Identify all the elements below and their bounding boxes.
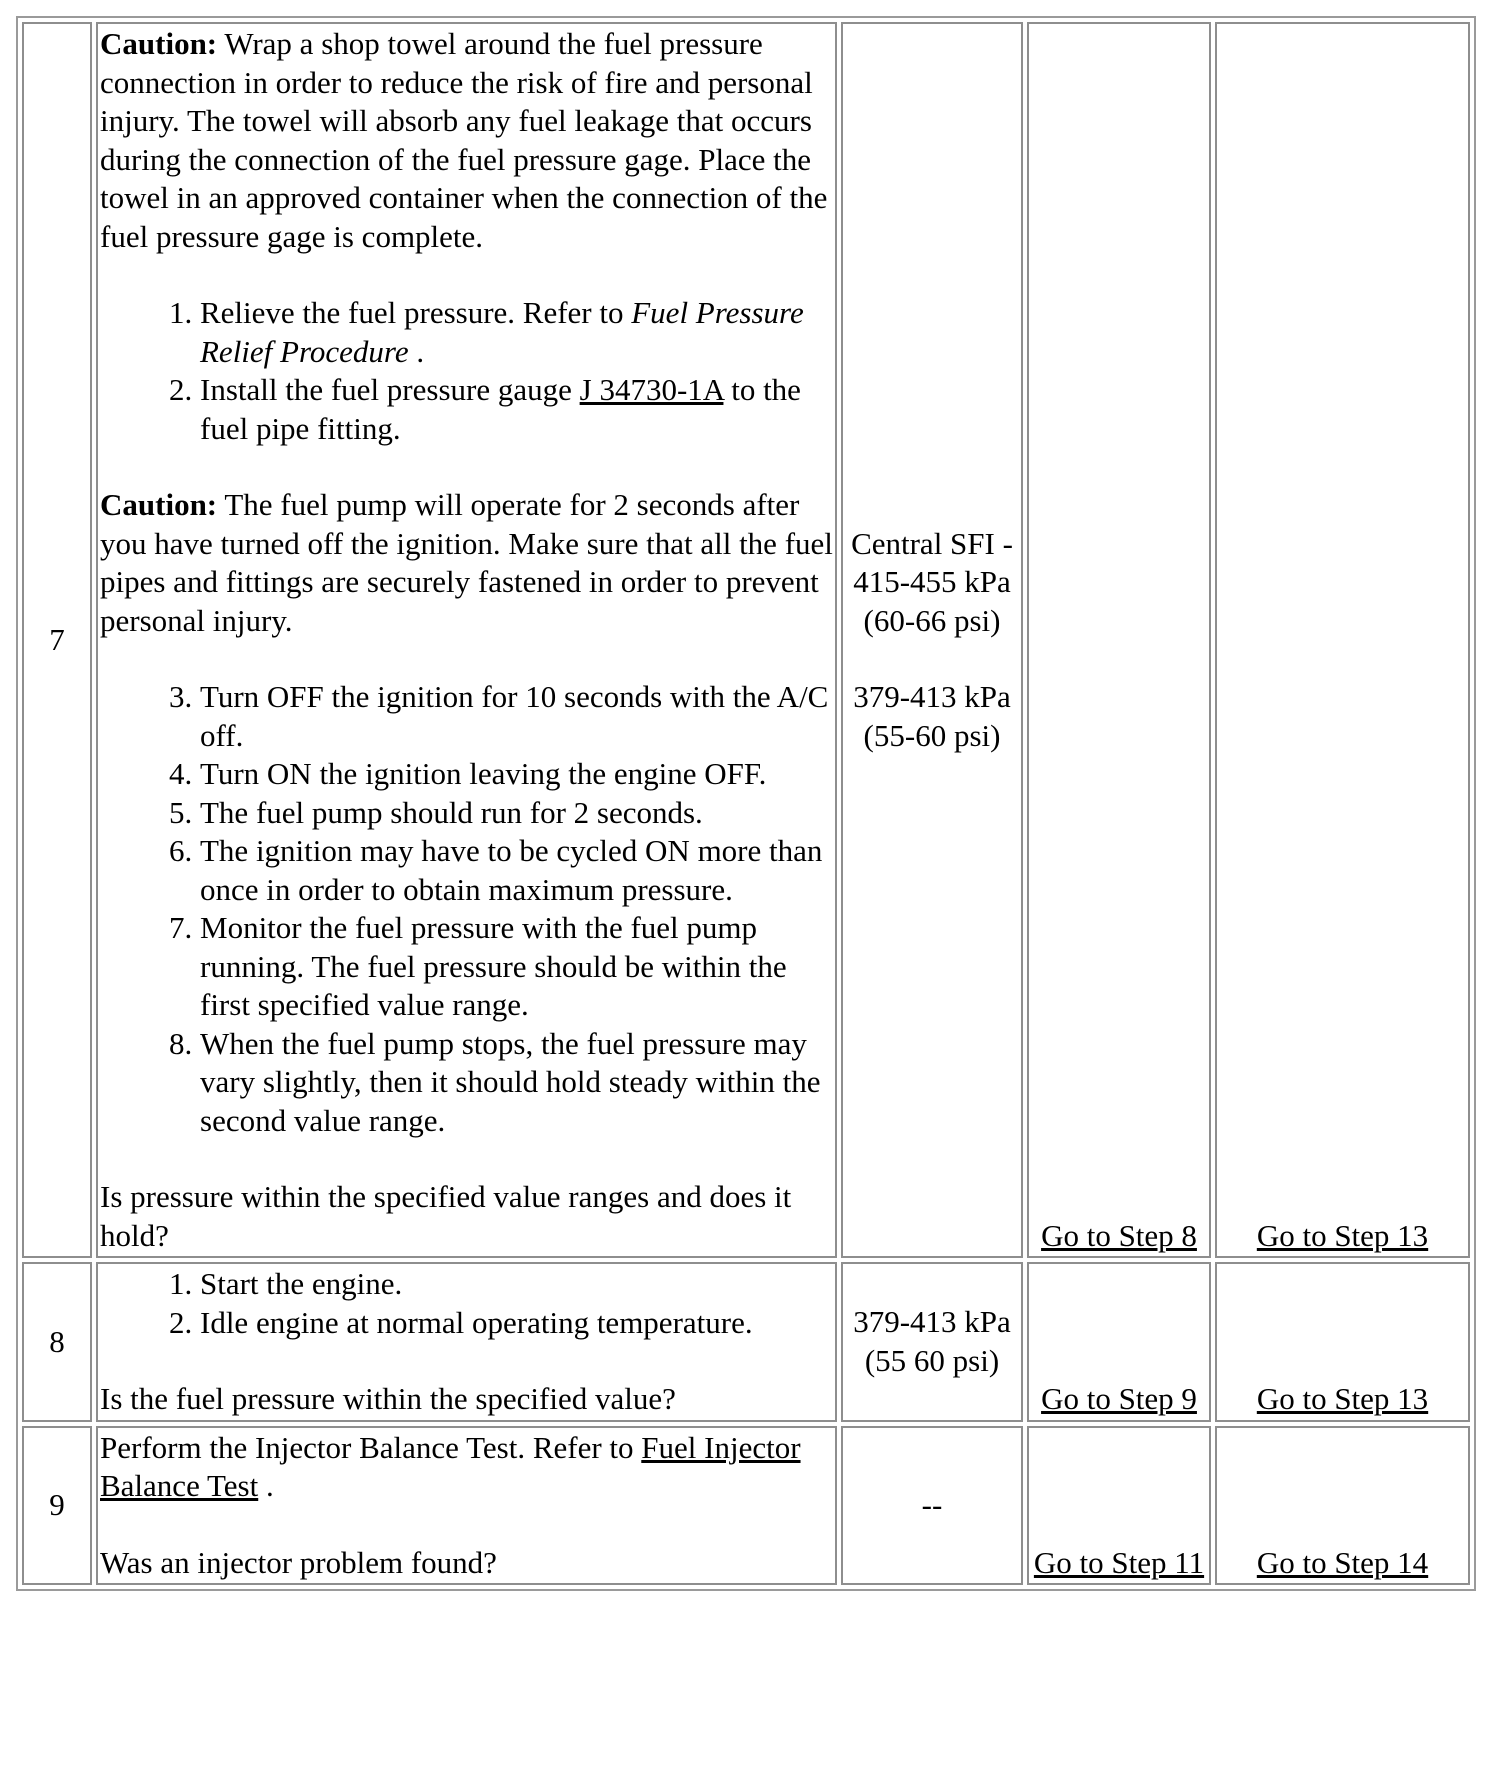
go-to-step-link[interactable]: Go to Step 14 (1256, 1544, 1429, 1580)
list-item: 5. The fuel pump should run for 2 seconds. (200, 794, 833, 833)
list-item: 4. Turn ON the ignition leaving the engine OFF. (200, 755, 833, 794)
go-to-step-link[interactable]: Go to Step 8 (1041, 1217, 1197, 1253)
value-text: Central SFI - 415-455 kPa (60-66 psi) (851, 525, 1013, 638)
action-cell (96, 22, 837, 1258)
list-item: 7. Monitor the fuel pressure with the fuel pump running. The fuel pressure should be within the first specified value range. (200, 909, 833, 1025)
diagnostic-steps-table (16, 16, 1476, 1591)
value-text: -- (921, 1487, 943, 1522)
no-cell (1215, 1426, 1470, 1586)
step-instruction: Perform the Injector Balance Test. Refer to Fuel Injector Balance Test . (100, 1429, 801, 1503)
list-item: 2. Idle engine at normal operating temperature. (200, 1304, 833, 1343)
list-item: 8. When the fuel pump stops, the fuel pressure may vary slightly, then it should hold steady within the second value range. (200, 1025, 833, 1141)
go-to-step-link[interactable]: Go to Step 13 (1256, 1381, 1429, 1416)
value-cell (841, 1426, 1023, 1586)
table-row (22, 1426, 1470, 1586)
value-cell (841, 22, 1023, 1258)
step-question: Is pressure within the specified value ranges and does it hold? (100, 1179, 792, 1253)
caution-note: Caution: The fuel pump will operate for 2 seconds after you have turned off the ignition. Make sure that all the fuel pipes and fittings are securely fastened in order to prevent personal injury. (100, 487, 833, 638)
action-cell (96, 1262, 837, 1422)
value-text: 379-413 kPa (55 60 psi) (853, 1304, 1011, 1378)
yes-cell (1027, 1262, 1211, 1422)
list-item: 1. Relieve the fuel pressure. Refer to Fuel Pressure Relief Procedure . (200, 294, 833, 371)
yes-cell (1027, 1426, 1211, 1586)
diagnostic-document (16, 16, 1476, 1591)
list-item: 6. The ignition may have to be cycled ON more than once in order to obtain maximum pressure. (200, 832, 833, 909)
caution-note: Caution: Wrap a shop towel around the fuel pressure connection in order to reduce the risk of fire and personal injury. The towel will absorb any fuel leakage that occurs during the connection of the fuel pressure gage. Place the towel in an approved container when the connection of the fuel pressure gage is complete. (100, 26, 828, 254)
procedure-list (100, 294, 833, 448)
table-row (22, 22, 1470, 1258)
value-text: 379-413 kPa (55-60 psi) (853, 679, 1011, 753)
procedure-link[interactable]: Fuel Injector Balance Test (100, 1429, 801, 1503)
yes-cell (1027, 22, 1211, 1258)
list-item: 3. Turn OFF the ignition for 10 seconds with the A/C off. (200, 678, 833, 755)
list-item: 2. Install the fuel pressure gauge J 34730-1A to the fuel pipe fitting. (200, 371, 833, 448)
no-cell (1215, 22, 1470, 1258)
step-number: 7 (22, 22, 92, 1258)
list-item: 1. Start the engine. (200, 1265, 833, 1304)
step-question: Is the fuel pressure within the specified value? (100, 1381, 676, 1416)
step-question: Was an injector problem found? (100, 1544, 497, 1580)
value-cell (841, 1262, 1023, 1422)
go-to-step-link[interactable]: Go to Step 13 (1256, 1217, 1429, 1253)
step-number: 8 (22, 1262, 92, 1422)
go-to-step-link[interactable]: Go to Step 9 (1041, 1381, 1197, 1416)
step-number: 9 (22, 1426, 92, 1586)
procedure-list (100, 678, 833, 1140)
procedure-reference: Fuel Pressure Relief Procedure (200, 295, 804, 369)
no-cell (1215, 1262, 1470, 1422)
table-row (22, 1262, 1470, 1422)
tool-link[interactable]: J 34730-1A (579, 372, 724, 407)
caution-label: Caution: (100, 26, 218, 61)
go-to-step-link[interactable]: Go to Step 11 (1033, 1544, 1205, 1580)
procedure-list (100, 1265, 833, 1342)
action-cell (96, 1426, 837, 1586)
caution-label: Caution: (100, 487, 218, 522)
